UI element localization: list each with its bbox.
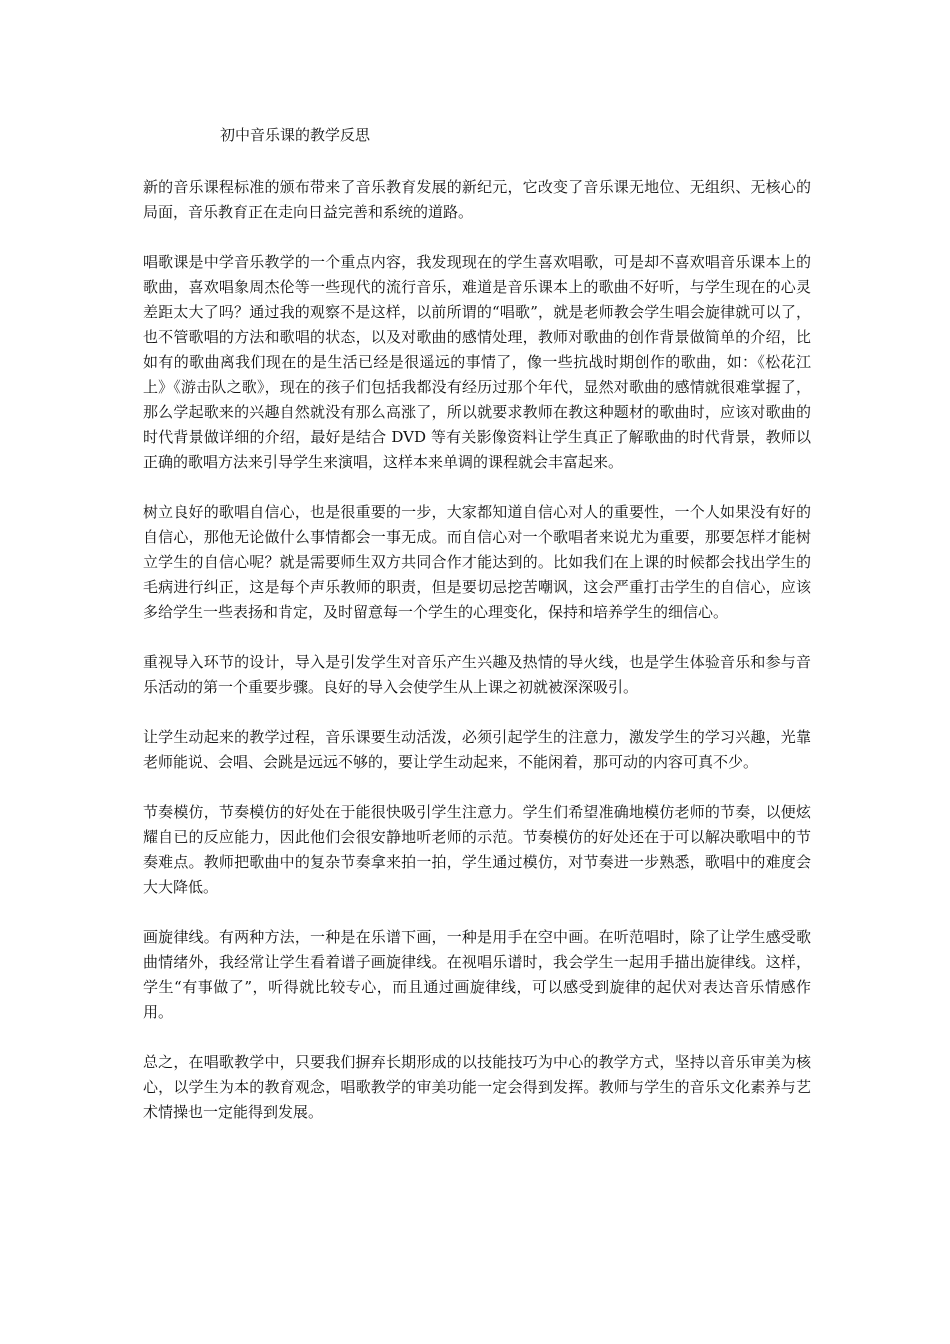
paragraph-singing-class: 唱歌课是中学音乐教学的一个重点内容，我发现现在的学生喜欢唱歌，可是却不喜欢唱音乐课本上的歌曲，喜欢唱象周杰伦等一些现代的流行音乐，难道是音乐课本上的歌曲不好听，与学生现在的心灵差距太大了吗？通过我的观察不是这样，以前所谓的“唱歌”，就是老师教会学生唱会旋律就可以了，也不管歌唱的方法和歌唱的状态，以及对歌曲的感情处理，教师对歌曲的创作背景做简单的介绍，比如有的歌曲离我们现在的是生活已经是很遥远的事情了，像一些抗战时期创作的歌曲，如：《松花江上》《游击队之歌》，现在的孩子们包括我都没有经历过那个年代，显然对歌曲的感情就很难掌握了，那么学起歌来的兴趣自然就没有那么高涨了，所以就要求教师在教这种题材的歌曲时，应该对歌曲的时代背景做详细的介绍，最好是结合 DVD 等有关影像资料让学生真正了解歌曲的时代背景，教师以正确的歌唱方法来引导学生来演唱，这样本来单调的课程就会丰富起来。 xyxy=(143,253,811,471)
paragraph-intro: 新的音乐课程标准的颁布带来了音乐教育发展的新纪元，它改变了音乐课无地位、无组织、无核心的局面，音乐教育正在走向日益完善和系统的道路。 xyxy=(143,178,811,221)
document-body xyxy=(143,175,811,1150)
paragraph-confidence: 树立良好的歌唱自信心，也是很重要的一步，大家都知道自信心对人的重要性，一个人如果没有好的自信心，那他无论做什么事情都会一事无成。而自信心对一个歌唱者来说尤为重要，那要怎样才能树立学生的自信心呢？就是需要师生双方共同合作才能达到的。比如我们在上课的时候都会找出学生的毛病进行纠正，这是每个声乐教师的职责，但是要切忌挖苦嘲讽，这会严重打击学生的自信心，应该多给学生一些表扬和肯定，及时留意每一个学生的心理变化，保持和培养学生的细信心。 xyxy=(143,503,811,621)
paragraph-rhythm-imitation: 节奏模仿，节奏模仿的好处在于能很快吸引学生注意力。学生们希望准确地模仿老师的节奏，以便炫耀自已的反应能力，因此他们会很安静地听老师的示范。节奏模仿的好处还在于可以解决歌唱中的节奏难点。教师把歌曲中的复杂节奏拿来拍一拍，学生通过模仿，对节奏进一步熟悉，歌唱中的难度会大大降低。 xyxy=(143,803,811,896)
paragraph-introduction-design: 重视导入环节的设计，导入是引发学生对音乐产生兴趣及热情的导火线，也是学生体验音乐和参与音乐活动的第一个重要步骤。良好的导入会使学生从上课之初就被深深吸引。 xyxy=(143,653,811,696)
paragraph-melody-line: 画旋律线。有两种方法，一种是在乐谱下画，一种是用手在空中画。在听范唱时，除了让学生感受歌曲情绪外，我经常让学生看着谱子画旋律线。在视唱乐谱时，我会学生一起用手描出旋律线。这样，学生“有事做了”，听得就比较专心，而且通过画旋律线，可以感受到旋律的起伏对表达音乐情感作用。 xyxy=(143,928,811,1021)
document-title: 初中音乐课的教学反思 xyxy=(220,126,371,144)
paragraph-active-teaching: 让学生动起来的教学过程，音乐课要生动活泼，必须引起学生的注意力，激发学生的学习兴趣，光靠老师能说、会唱、会跳是远远不够的，要让学生动起来，不能闲着，那可动的内容可真不少。 xyxy=(143,728,811,771)
paragraph-conclusion: 总之，在唱歌教学中，只要我们摒弃长期形成的以技能技巧为中心的教学方式，坚持以音乐审美为核心，以学生为本的教育观念，唱歌教学的审美功能一定会得到发挥。教师与学生的音乐文化素养与艺术情操也一定能得到发展。 xyxy=(143,1053,811,1121)
